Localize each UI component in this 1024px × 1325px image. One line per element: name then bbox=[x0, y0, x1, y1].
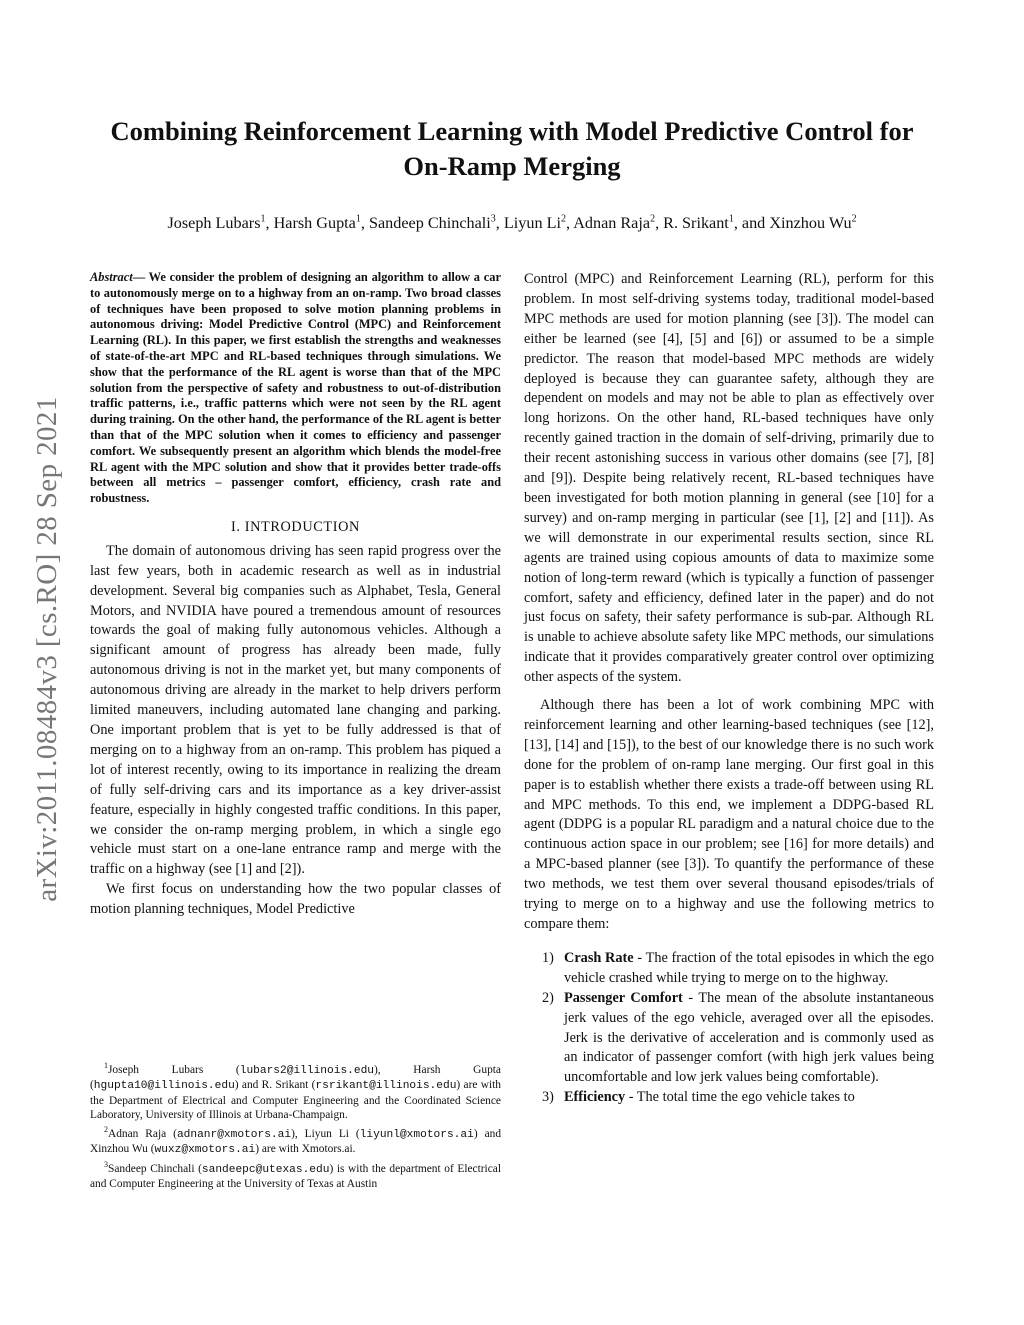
author: R. Srikant$^1$, and bbox=[663, 214, 770, 233]
footnote-3: $^3$Sandeep Chinchali (sandeepc@utexas.edu) is with the department of Electrical and Computer Engineering at the University of Texas at Austin bbox=[90, 1159, 501, 1190]
metric-term: Passenger Comfort bbox=[564, 989, 683, 1006]
email-link[interactable]: rsrikant@illinois.edu bbox=[315, 1080, 457, 1093]
email-link[interactable]: liyunl@xmotors.ai bbox=[359, 1128, 474, 1141]
footnotes bbox=[90, 1059, 501, 1191]
author: Liyun Li$^2$, bbox=[503, 214, 574, 233]
email-link[interactable]: hgupta10@illinois.edu bbox=[93, 1080, 235, 1093]
abstract bbox=[90, 270, 501, 507]
author: Joseph Lubars$^1$, bbox=[167, 214, 274, 233]
list-item: 1) Crash Rate - The fraction of the total episodes in which the ego vehicle crashed while trying to merge on to the highway. bbox=[542, 949, 934, 986]
author: Adnan Raja$^2$, bbox=[573, 214, 664, 233]
author-list bbox=[40, 209, 984, 234]
email-link[interactable]: sandeepc@utexas.edu bbox=[201, 1163, 330, 1176]
email-link[interactable]: adnanr@xmotors.ai bbox=[176, 1128, 292, 1141]
section-heading-introduction: I. INTRODUCTION bbox=[231, 518, 360, 535]
list-item: 2) Passenger Comfort - The mean of the absolute instantaneous jerk values of the ego vehicle, averaged over all the episodes. Jerk is the derivative of acceleration and is commonly used as an indicator of passenger comfort (with high jerk values being uncomfortable and low jerk values being comfortable). bbox=[542, 989, 934, 1086]
metrics-list bbox=[524, 949, 934, 1108]
abstract-label: Abstract bbox=[90, 270, 133, 284]
paper-title-line-2: On-Ramp Merging bbox=[403, 151, 621, 181]
author: Xinzhou Wu$^2$ bbox=[769, 214, 857, 233]
list-item: 3) Efficiency - The total time the ego vehicle takes to bbox=[542, 1089, 855, 1106]
footnote-2: $^2$Adnan Raja (adnanr@xmotors.ai), Liyun Li (liyunl@xmotors.ai) and Xinzhou Wu (wuxz@xmotors.ai) are with Xmotors.ai. bbox=[90, 1124, 502, 1157]
paper-title-line-1: Combining Reinforcement Learning with Model Predictive Control for bbox=[110, 116, 914, 146]
author: Sandeep Chinchali$^3$, bbox=[368, 214, 504, 233]
footnote-1: $^1$Joseph Lubars (lubars2@illinois.edu), Harsh Gupta (hgupta10@illinois.edu) and R. Srikant (rsrikant@illinois.edu) are with the Department of Electrical and Computer Engineering and the Coordinated Science Laboratory, University of Illinois at Urbana-Champaign. bbox=[90, 1061, 501, 1122]
left-column bbox=[90, 270, 501, 920]
intro-paragraph-3: Although there has been a lot of work combining MPC with reinforcement learning and other learning-based techniques (see [12], [13], [14] and [15]), to the best of our knowledge there is no such work done for the problem of on-ramp lane merging. Our first goal in this paper is to establish whether there exists a trade-off between using RL and MPC methods. To this end, we implement a DDPG-based RL agent (DDPG is a popular RL paradigm and a natural choice due to the continuous action space in our problem; see [16] for more details) and a MPC-based planner (see [3]). To quantify the performance of these two methods, we test them over several thousand episodes/trials of trying to merge on to a highway and use the following metrics to compare them: bbox=[524, 697, 934, 932]
abstract-text: — We consider the problem of designing an algorithm to allow a car to autonomously merge on to a highway from an on-ramp. Two broad classes of techniques have been proposed to solve motion planning problems in autonomous driving: Model Predictive Control (MPC) and Reinforcement Learning (RL). In this paper, we first establish the strengths and weaknesses of state-of-the-art MPC and RL-based techniques through simulations. We show that the performance of the RL agent is worse than that of the MPC solution from the perspective of safety and robustness to out-of-distribution traffic patterns, i.e., traffic patterns which were not seen by the RL agent during training. On the other hand, the performance of the RL agent is better than that of the MPC solution when it comes to efficiency and passenger comfort. We subsequently present an algorithm which blends the model-free RL agent with the MPC solution and show that it provides better trade-offs between all metrics – passenger comfort, efficiency, crash rate and robustness. bbox=[90, 270, 501, 506]
metric-term: Efficiency bbox=[564, 1089, 626, 1106]
paper-title bbox=[60, 114, 964, 184]
metric-term: Crash Rate bbox=[564, 949, 634, 966]
arxiv-identifier-stamp: arXiv:2011.08484v3 [cs.RO] 28 Sep 2021 bbox=[31, 396, 63, 902]
email-link[interactable]: wuxz@xmotors.ai bbox=[154, 1144, 256, 1157]
intro-paragraph-2-continued: Control (MPC) and Reinforcement Learning (RL), perform for this problem. In most self-driving systems today, traditional model-based MPC methods are used for motion planning (see [3]). The model can either be learned (see [4], [5] and [6]) or assumed to be a simple predictor. The reason that model-based MPC methods are widely deployed is because they can guarantee safety, although they are dependent on models and may not be able to plan as effectively over long horizons. On the other hand, RL-based techniques have only recently gained traction in the domain of self-driving, primarily due to their recent astonishing success in various other domains (see [7], [8] and [9]). Despite being relatively recent, RL-based techniques have been investigated for both motion planning in general (see [10] for a survey) and on-ramp merging in particular (see [1], [2] and [11]). As we will demonstrate in our experimental results section, since RL agents are trained using copious amounts of data to maximize some notion of long-term reward (which is typically a function of passenger comfort, safety and efficiency, defined later in the paper) and do not just focus on safety, their safety performance is sub-par. Although RL is unable to achieve absolute safety like MPC methods, our simulations indicate that it provides comparatively greater control over optimizing other aspects of the system. bbox=[524, 271, 934, 686]
right-column bbox=[524, 270, 934, 1108]
author: Harsh Gupta$^1$, bbox=[273, 214, 369, 233]
intro-paragraph-2: We first focus on understanding how the two popular classes of motion planning techniques, Model Predictive bbox=[90, 881, 501, 918]
email-link[interactable]: lubars2@illinois.edu bbox=[239, 1064, 375, 1077]
intro-paragraph-1: The domain of autonomous driving has seen rapid progress over the last few years, both in academic research as well as in industrial development. Several big companies such as Alphabet, Tesla, General Motors, and NVIDIA have poured a tremendous amount of resources towards the goal of making fully autonomous vehicles. Although a significant amount of progress has already been made, fully autonomous driving is not in the market yet, but many components of autonomous driving are already in the market to help drivers perform limited maneuvers, including automated lane changing and parking. One important problem that is yet to be fully addressed is that of merging on to a highway from an on-ramp. This problem has piqued a lot of interest recently, owing to its importance in realizing the dream of fully self-driving cars and its importance as a key driver-assist feature, especially in highly congested traffic conditions. In this paper, we consider the on-ramp merging problem, in which a single ego vehicle must start on a one-lane entrance ramp and merge with the traffic on a highway (see [1] and [2]). bbox=[90, 542, 501, 878]
